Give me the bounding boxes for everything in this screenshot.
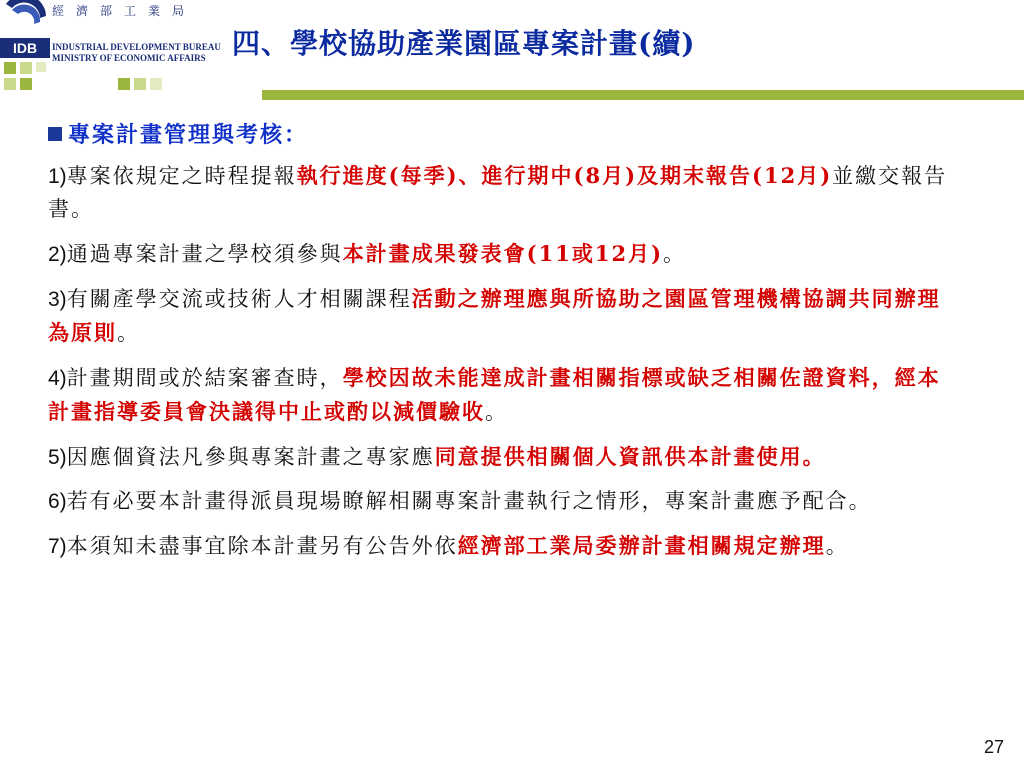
item-text: 計畫期間或於結案審查時， bbox=[66, 366, 343, 390]
item-number: 6) bbox=[48, 490, 67, 513]
list-item bbox=[48, 237, 953, 271]
section-heading bbox=[48, 118, 968, 149]
item-text: 。 bbox=[663, 242, 687, 266]
item-text: 有關產學交流或技術人才相關課程 bbox=[66, 287, 412, 311]
item-text: 若有必要本計畫得派員現場瞭解相關專案計畫執行之情形，專案計畫應予配合。 bbox=[66, 489, 872, 513]
item-highlight: 學校因故未能達成計畫相關指標或缺乏相關佐證資料，經本計畫指導委員會決議得中止或酌以減價驗收 bbox=[48, 365, 941, 424]
org-name-cn: 經濟部工業局 bbox=[52, 4, 197, 18]
list-item bbox=[48, 282, 953, 350]
item-text: 。 bbox=[825, 534, 849, 558]
item-text: 因應個資法凡參與專案計畫之專家應 bbox=[66, 445, 435, 469]
header-rule bbox=[262, 90, 1024, 100]
item-number: 7) bbox=[48, 535, 67, 558]
list-item bbox=[48, 159, 953, 226]
square-bullet-icon bbox=[48, 127, 62, 141]
item-highlight: 執行進度(每季)、進行期中(8月)及期末報告(12月) bbox=[296, 163, 833, 188]
item-text: 並繳交報告書。 bbox=[48, 164, 948, 221]
item-highlight: 經濟部工業局委辦計畫相關規定辦理 bbox=[457, 533, 826, 558]
item-number: 4) bbox=[48, 367, 67, 390]
slide-title: 四、學校協助產業園區專案計畫(續) bbox=[232, 27, 696, 60]
item-number: 1) bbox=[48, 165, 67, 188]
list-item bbox=[48, 440, 953, 474]
slide-content bbox=[48, 118, 968, 574]
item-highlight: 同意提供相關個人資訊供本計畫使用。 bbox=[434, 444, 826, 469]
org-name-en-line1: INDUSTRIAL DEVELOPMENT BUREAU bbox=[52, 42, 221, 52]
item-number: 3) bbox=[48, 288, 67, 311]
list-item bbox=[48, 529, 953, 563]
item-text: 。 bbox=[485, 400, 508, 424]
list-item bbox=[48, 485, 953, 518]
item-text: 本須知未盡事宜除本計畫另有公告外依 bbox=[66, 534, 458, 558]
item-text: 。 bbox=[117, 321, 140, 345]
item-text: 專案依規定之時程提報 bbox=[66, 164, 297, 188]
page-number: 27 bbox=[983, 737, 1004, 757]
idb-emblem-icon bbox=[0, 0, 50, 100]
item-number: 5) bbox=[48, 446, 67, 469]
item-number: 2) bbox=[48, 243, 67, 266]
item-highlight: 本計畫成果發表會(11或12月) bbox=[342, 241, 664, 266]
org-name-en-line2: MINISTRY OF ECONOMIC AFFAIRS bbox=[52, 53, 206, 63]
section-heading-text: 專案計畫管理與考核： bbox=[68, 122, 309, 148]
svg-text:IDB: IDB bbox=[12, 40, 38, 56]
item-text: 通過專案計畫之學校須參與 bbox=[66, 242, 343, 266]
list-item bbox=[48, 361, 953, 429]
item-highlight: 活動之辦理應與所協助之園區管理機構協調共同辦理為原則 bbox=[48, 286, 941, 345]
